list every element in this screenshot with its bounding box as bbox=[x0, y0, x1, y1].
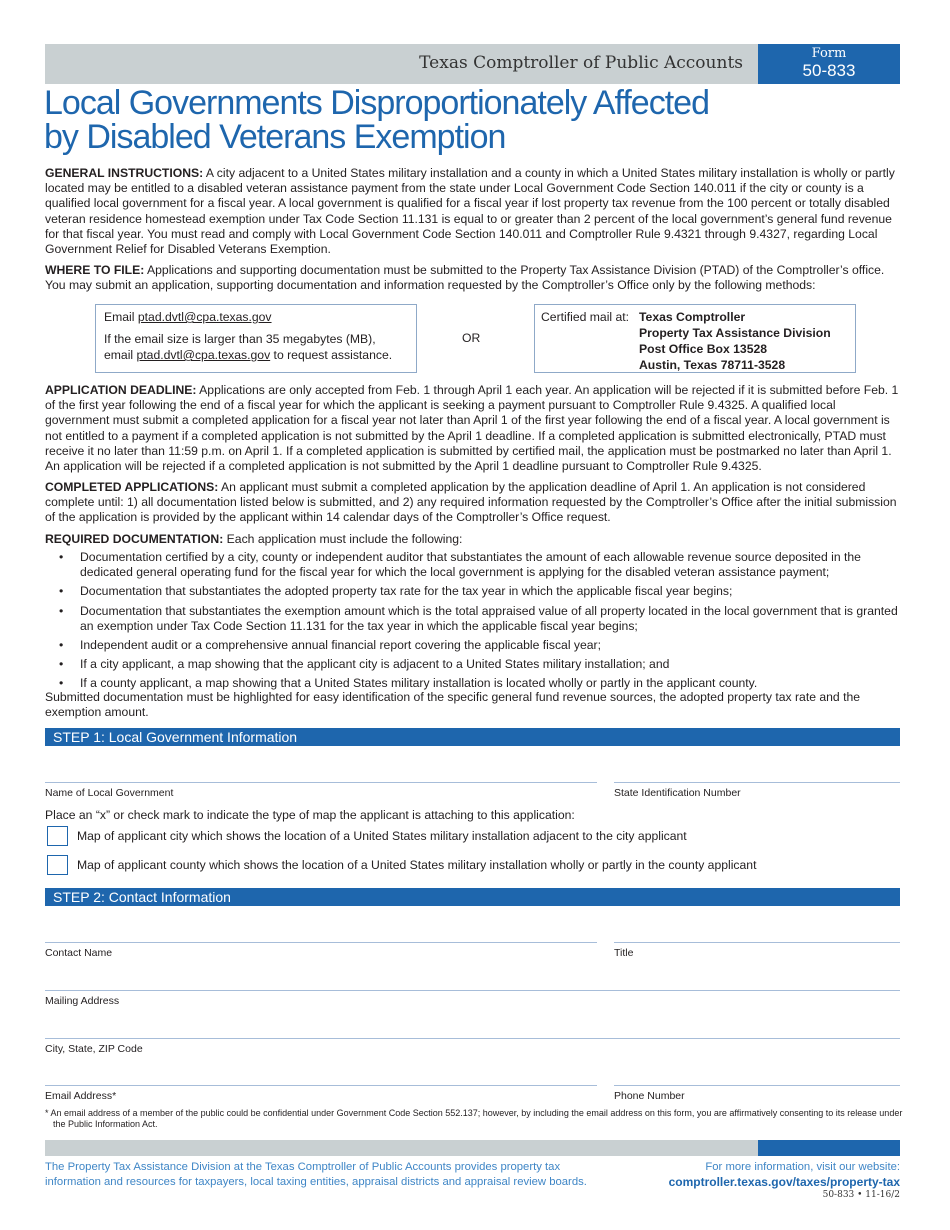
local-government-name-label: Name of Local Government bbox=[45, 787, 174, 799]
email-link-assistance[interactable]: ptad.dvtl@cpa.texas.gov bbox=[136, 348, 271, 362]
city-map-option-label: Map of applicant city which shows the location of a United States military installation adjacent to the city applicant bbox=[77, 829, 687, 843]
list-item: • Independent audit or a comprehensive annual financial report covering the applicable fiscal year; bbox=[45, 638, 901, 653]
required-documentation: REQUIRED DOCUMENTATION: Each application must include the following: bbox=[45, 532, 463, 546]
completed-applications: COMPLETED APPLICATIONS: An applicant must submit a completed application by the application deadline of April 1. An application is not considered complete until: 1) all documentation listed below is submitted, and 2) any required information requested by the Comptroller’s Office after the initial submission of the application is provided by the applicant within 14 calendar days of the Comptroller’s Office request. bbox=[45, 480, 897, 525]
documentation-list bbox=[45, 550, 901, 696]
where-to-file: WHERE TO FILE: Applications and supporting documentation must be submitted to the Property Tax Assistance Division (PTAD) of the Comptroller’s office. You may submit an application, supporting documentation and information requested by the Comptroller’s Office only by the following methods: bbox=[45, 263, 885, 293]
email-address-field[interactable] bbox=[45, 1085, 597, 1086]
email-link[interactable]: ptad.dvtl@cpa.texas.gov bbox=[137, 310, 272, 324]
mail-box: Certified mail at: Texas Comptroller Property Tax Assistance Division Post Office Box 13528 Austin, Texas 78711-3528 bbox=[534, 304, 856, 373]
general-instructions: GENERAL INSTRUCTIONS: A city adjacent to a United States military installation and a county in which a United States military installation is wholly or partly located may be entitled to a disabled veteran assistance payment from the state under Local Government Code Section 140.011 if the city or county is a qualified local government for a fiscal year. A local government is qualified for a fiscal year if lost property tax revenue from the 100 percent or totally disabled veteran residence homestead exemption under Tax Code Section 11.131 is equal to or greater than 2 percent of the local government’s general fund revenue for that fiscal year. You must read and comply with Local Government Code Section 140.011 and Comptroller Rule 9.4321 through 9.4327, regarding Local Government Relief for Disabled Veterans Exemption. bbox=[45, 166, 895, 257]
list-item: • Documentation that substantiates the adopted property tax rate for the tax year in which the applicable fiscal year begins; bbox=[45, 584, 901, 599]
local-government-name-field[interactable] bbox=[45, 782, 597, 783]
mailing-address-field[interactable] bbox=[45, 990, 900, 991]
title-field[interactable] bbox=[614, 942, 900, 943]
contact-name-field[interactable] bbox=[45, 942, 597, 943]
contact-name-label: Contact Name bbox=[45, 947, 113, 959]
footer-description: The Property Tax Assistance Division at the Texas Comptroller of Public Accounts provides property tax information and resources for taxpayers, local taxing entities, appraisal districts and appraisal review boards. bbox=[45, 1161, 587, 1188]
step2-header: STEP 2: Contact Information bbox=[45, 888, 900, 906]
title-label: Title bbox=[614, 947, 634, 959]
city-map-checkbox[interactable] bbox=[47, 826, 68, 846]
county-map-checkbox[interactable] bbox=[47, 855, 68, 875]
list-item: • If a city applicant, a map showing that the applicant city is adjacent to a United States military installation; and bbox=[45, 657, 901, 672]
mailing-address-label: Mailing Address bbox=[45, 995, 120, 1007]
email-box: Email ptad.dvtl@cpa.texas.gov If the email size is larger than 35 megabytes (MB), email ptad.dvtl@cpa.texas.gov to request assistance. bbox=[95, 304, 417, 373]
email-footnote: * An email address of a member of the public could be confidential under Government Code Section 552.137; however, by including the email address on this form, you are affirmatively consenting to its release under the Public Information Act. bbox=[45, 1108, 903, 1129]
county-map-option-label: Map of applicant county which shows the location of a United States military installation wholly or partly in the county applicant bbox=[77, 858, 757, 872]
list-item: • Documentation certified by a city, county or independent auditor that substantiates the amount of each allowable revenue source deposited in the dedicated general operating fund for the fiscal year for which the local government is applying for the disabled veteran assistance payment; bbox=[45, 550, 901, 580]
website-link[interactable]: comptroller.texas.gov/taxes/property-tax bbox=[668, 1175, 900, 1189]
city-state-zip-label: City, State, ZIP Code bbox=[45, 1043, 143, 1055]
form-number: 50-833 bbox=[802, 61, 856, 80]
or-label: OR bbox=[462, 331, 481, 345]
footer-website: For more information, visit our website: comptroller.texas.gov/taxes/property-tax bbox=[668, 1161, 900, 1189]
step1-header: STEP 1: Local Government Information bbox=[45, 728, 900, 746]
state-id-label: State Identification Number bbox=[614, 787, 741, 799]
map-instruction: Place an “x” or check mark to indicate the type of map the applicant is attaching to this application: bbox=[45, 808, 575, 822]
state-id-field[interactable] bbox=[614, 782, 900, 783]
agency-name: Texas Comptroller of Public Accounts bbox=[419, 53, 743, 73]
city-state-zip-field[interactable] bbox=[45, 1038, 900, 1039]
form-revision-code: 50-833 • 11-16/2 bbox=[822, 1190, 900, 1200]
phone-number-label: Phone Number bbox=[614, 1090, 685, 1102]
phone-number-field[interactable] bbox=[614, 1085, 900, 1086]
list-item: • If a county applicant, a map showing that a United States military installation is located wholly or partly in the applicant county. bbox=[45, 676, 901, 691]
list-item: • Documentation that substantiates the exemption amount which is the total appraised value of all property located in the local government that is granted an exemption under Tax Code Section 11.131 for the tax year in which the applicable fiscal year begins; bbox=[45, 604, 901, 634]
form-label: Form bbox=[811, 46, 847, 61]
footer-bar-accent bbox=[758, 1140, 900, 1156]
email-address-label: Email Address* bbox=[45, 1090, 117, 1102]
documentation-closing: Submitted documentation must be highlighted for easy identification of the specific general fund revenue sources, the adopted property tax rate and the exemption amount. bbox=[45, 690, 861, 720]
page-title: Local Governments Disproportionately Affected by Disabled Veterans Exemption bbox=[44, 84, 709, 156]
form-number-badge bbox=[758, 44, 900, 84]
footer-bar bbox=[45, 1140, 758, 1156]
application-deadline: APPLICATION DEADLINE: Applications are only accepted from Feb. 1 through April 1 each year. An application will be rejected if it is submitted before Feb. 1 of the first year following the end of a fiscal year for which the applicant is seeking a payment pursuant to Comptroller Rule 9.4325. A qualified local government must submit a completed application for a fiscal year not later than April 1 of the first year following the end of a fiscal year. A local government is not entitled to a payment if a completed application is not submitted by the April 1 deadline. If a completed application is submitted electronically, PTAD must receive it no later than 11:59 p.m. on April 1. If a completed application is submitted by certified mail, the application must be postmarked no later than April 1. An application will be rejected if a completed application is not submitted by the April 1 deadline pursuant to Comptroller Rule 9.4325. bbox=[45, 383, 899, 474]
